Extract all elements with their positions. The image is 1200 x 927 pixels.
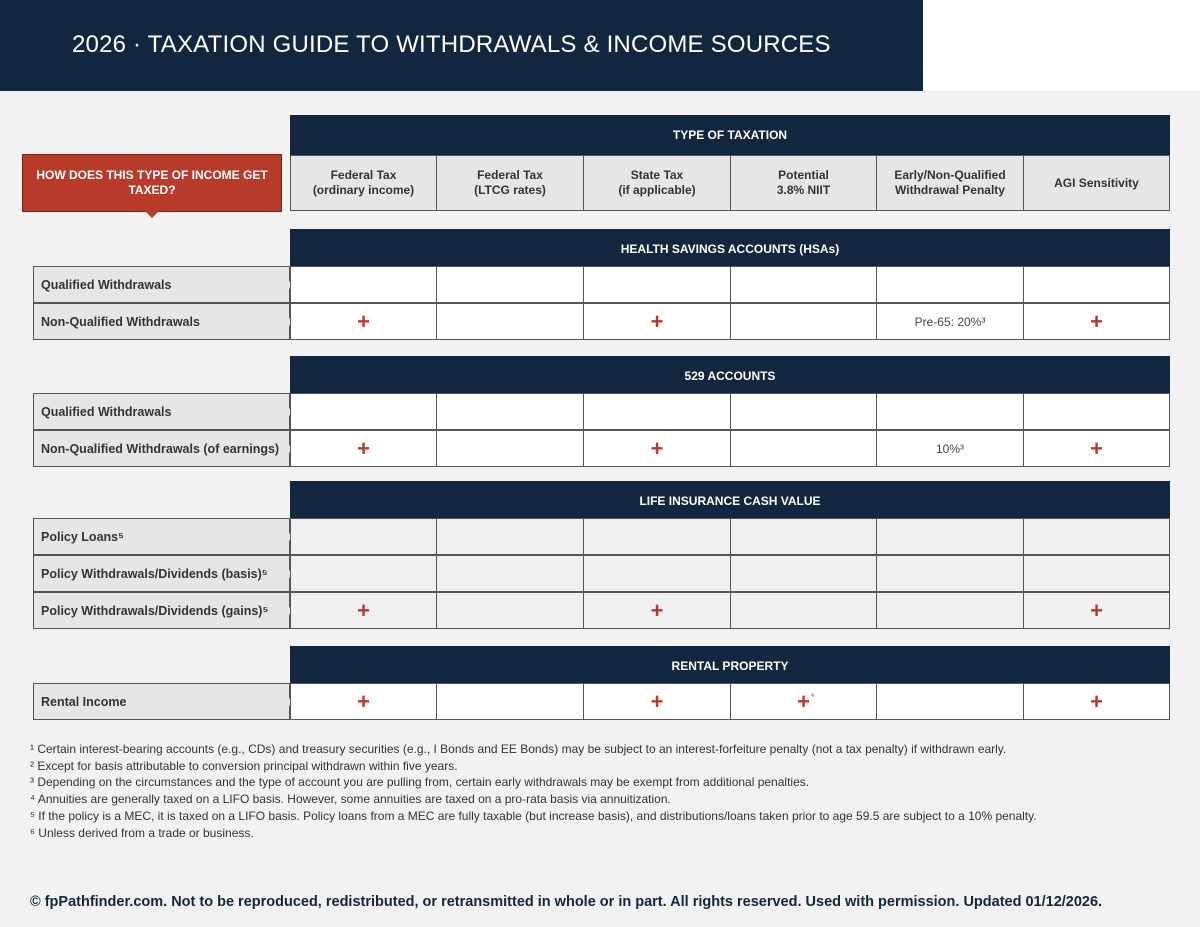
column-header-line1: Federal Tax [477, 168, 543, 182]
copyright-notice: © fpPathfinder.com. Not to be reproduced, redistributed, or retransmitted in whole or in part. All rights reserved. Used with permission. Updated 01/12/2026. [30, 894, 1103, 910]
table-cell [583, 518, 731, 555]
section-header: RENTAL PROPERTY [290, 646, 1170, 686]
row-label-text: Non-Qualified Withdrawals [41, 314, 200, 329]
table-cell [583, 266, 731, 303]
header-bar [0, 0, 923, 91]
table-cell [583, 430, 731, 467]
table-cell [1023, 266, 1170, 303]
plus-icon: + [1090, 435, 1103, 461]
table-cell [436, 303, 584, 340]
footnote-marker: ⁶ [811, 692, 815, 700]
table-cell [730, 303, 877, 340]
table-cell [290, 518, 437, 555]
column-header-1 [436, 155, 584, 211]
row-label [33, 555, 290, 592]
table-cell [290, 266, 437, 303]
table-cell [290, 592, 437, 629]
table-cell [730, 430, 877, 467]
table-cell [730, 555, 877, 592]
table-cell [290, 303, 437, 340]
table-cell [290, 555, 437, 592]
section-header: HEALTH SAVINGS ACCOUNTS (HSAs) [290, 229, 1170, 269]
table-cell [876, 683, 1024, 720]
table-cell [583, 555, 731, 592]
section-header: 529 ACCOUNTS [290, 356, 1170, 396]
row-label-text: Policy Loans⁵ [41, 529, 124, 544]
table-cell [876, 393, 1024, 430]
plus-icon: + [357, 688, 370, 714]
table-cell [290, 393, 437, 430]
plus-icon: + [1090, 688, 1103, 714]
table-cell [730, 518, 877, 555]
column-header-line1: Federal Tax [330, 168, 397, 182]
table-cell [436, 393, 584, 430]
footnote-item: ² Except for basis attributable to conversion principal withdrawn within five years. [30, 758, 458, 773]
table-cell [436, 592, 584, 629]
column-header-2 [583, 155, 731, 211]
table-cell [1023, 683, 1170, 720]
footnote-item: ⁶ Unless derived from a trade or business. [30, 825, 254, 840]
row-label [33, 393, 290, 430]
table-cell [583, 592, 731, 629]
column-header-line2: (LTCG rates) [474, 183, 546, 197]
footnote-item: ¹ Certain interest-bearing accounts (e.g., CDs) and treasury securities (e.g., I Bonds and EE Bonds) may be subject to an interest-forfeiture penalty (not a tax penalty) if withdrawn early. [30, 742, 1007, 756]
table-cell [436, 266, 584, 303]
plus-icon: + [650, 597, 664, 623]
table-cell [1023, 430, 1170, 467]
plus-icon: + [1090, 308, 1103, 334]
column-header-3 [730, 155, 877, 211]
footnote-item: ³ Depending on the circumstances and the type of account you are pulling from, certain early withdrawals may be exempt from additional penalties. [30, 775, 810, 790]
column-header-line1: Potential [778, 168, 829, 182]
footnotes [30, 741, 1037, 841]
table-cell [1023, 518, 1170, 555]
section-header: LIFE INSURANCE CASH VALUE [290, 481, 1170, 521]
how-taxed-callout: HOW DOES THIS TYPE OF INCOME GET TAXED? [22, 154, 282, 212]
table-cell [730, 683, 877, 720]
plus-icon: + [650, 435, 664, 461]
plus-icon: + [357, 435, 370, 461]
footnote-item: ⁵ If the policy is a MEC, it is taxed on a LIFO basis. Policy loans from a MEC are fully taxable (but increase basis), and distributions/loans taken prior to age 59.5 are subject to a 10% penalty. [30, 808, 1037, 823]
table-cell [1023, 303, 1170, 340]
table-cell [290, 683, 437, 720]
column-header-4 [876, 155, 1024, 211]
table-cell [1023, 592, 1170, 629]
plus-icon: + [650, 308, 664, 334]
column-header-line2: Withdrawal Penalty [895, 183, 1005, 197]
table-cell [876, 266, 1024, 303]
table-cell [583, 303, 731, 340]
row-label-text: Policy Withdrawals/Dividends (gains)⁵ [41, 603, 269, 618]
table-cell [876, 430, 1024, 467]
cell-text: 10%³ [935, 441, 964, 456]
table-cell [730, 266, 877, 303]
plus-icon: + ⁶ [797, 688, 815, 714]
column-header-5 [1023, 155, 1170, 211]
row-label-text: Rental Income [41, 694, 127, 709]
plus-icon: + [650, 688, 664, 714]
type-of-taxation-header: TYPE OF TAXATION [290, 115, 1170, 155]
row-label [33, 592, 290, 629]
column-header-line2: 3.8% NIIT [776, 183, 831, 197]
table-cell [436, 430, 584, 467]
table-cell [730, 393, 877, 430]
row-label [33, 303, 290, 340]
page-title: 2026 · TAXATION GUIDE TO WITHDRAWALS & INCOME SOURCES [72, 31, 831, 58]
table-cell [730, 592, 877, 629]
column-header-line1: AGI Sensitivity [1054, 175, 1139, 190]
column-header-line2: (ordinary income) [312, 183, 415, 197]
table-cell [290, 430, 437, 467]
footnote-item: ⁴ Annuities are generally taxed on a LIFO basis. However, some annuities are taxed on a pro-rata basis via annuitization. [30, 792, 671, 807]
row-label-text: Policy Withdrawals/Dividends (basis)⁵ [41, 566, 268, 581]
row-label-text: Qualified Withdrawals [41, 277, 172, 292]
table-cell [436, 683, 584, 720]
plus-icon: + [357, 308, 370, 334]
header-blank-area [923, 0, 1200, 91]
row-label [33, 683, 290, 720]
column-header-line1: Early/Non-Qualified [894, 168, 1006, 182]
table-cell [876, 592, 1024, 629]
column-header-line2: (if applicable) [618, 183, 696, 197]
table-cell [436, 555, 584, 592]
table-cell [1023, 555, 1170, 592]
table-cell [583, 683, 731, 720]
row-label [33, 518, 290, 555]
column-header-line1: State Tax [630, 168, 684, 182]
plus-icon: + [1090, 597, 1103, 623]
row-label-text: Non-Qualified Withdrawals (of earnings) [41, 441, 280, 456]
plus-icon: + [357, 597, 370, 623]
table-cell [583, 393, 731, 430]
callout-pointer [145, 211, 159, 218]
cell-text: Pre-65: 20%³ [914, 314, 986, 329]
row-label-text: Qualified Withdrawals [41, 404, 172, 419]
row-label [33, 430, 290, 467]
table-cell [876, 555, 1024, 592]
table-cell [436, 518, 584, 555]
table-cell [1023, 393, 1170, 430]
table-cell [876, 303, 1024, 340]
column-header-0 [290, 155, 437, 211]
table-cell [876, 518, 1024, 555]
row-label [33, 266, 290, 303]
